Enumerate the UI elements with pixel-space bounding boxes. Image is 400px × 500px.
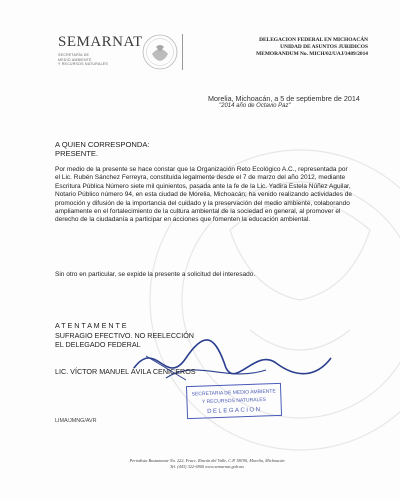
logo-subtitle-line: Y RECURSOS NATURALES [58, 62, 108, 66]
addressee [55, 140, 150, 158]
office-line: DELEGACION FEDERAL EN MICHOACÁN [259, 37, 368, 43]
official-stamp [185, 382, 282, 419]
sign-line: EL DELEGADO FEDERAL [55, 340, 141, 349]
signer-name: LIC. VÍCTOR MANUEL ÁVILA CENICEROS [55, 367, 196, 376]
closing-sentence: Sin otro en particular, se expide la presente a solicitud del interesado. [55, 271, 256, 278]
logo-subtitle-line: MEDIO AMBIENTE [58, 57, 92, 62]
reference-initials: LIMA/JMNG/AVR [55, 418, 97, 424]
office-heading [198, 37, 368, 58]
header-divider [182, 34, 183, 70]
page-footer [112, 458, 302, 469]
logo-subtitle-line: SECRETARÍA DE [58, 53, 90, 57]
stamp-line: DELEGACION [207, 407, 262, 415]
addressee-line: PRESENTE. [55, 149, 99, 158]
office-line: MEMORANDUM No. MICH/02/UAJ/3489/2014 [256, 51, 368, 57]
sign-line: SUFRAGIO EFECTIVO. NO REELECCIÓN [55, 330, 194, 340]
letter-date: Morelia, Michoacán, a 5 de septiembre de 2014 [208, 94, 360, 103]
footer-address: Periodista Bustamante No. 222, Fracc. Rincón del Valle, C.P. 58190, Morelia, Michoacán [129, 458, 285, 463]
sign-line: A T E N T A M E N T E [55, 321, 127, 330]
stamp-line: Y RECURSOS NATURALES [201, 396, 267, 406]
letter-body: Por medio de la presente se hace constar que la Organización Reto Ecológico A.C., representada por el Lic. Rubén Sánchez Ferreyra, constituida legalmente desde el 7 de marzo del año 2012, mediante Escritura Pública Número siete mil quinientos, pasada ante la fe de la Lic. Yadira Estela Núñez Aguilar, Notario Público número 94, en esta ciudad de Morelia, Michoacán; ha venido realizando actividades de promoción y difusión de la importancia del cuidado y la preservación del medio ambiente, colaborando ampliamente en el fortalecimiento de la cultura ambiental de la sociedad en general, al promover el derecho de la ciudadanía a participar en acciones que fomenten la educación ambiental. [55, 166, 353, 224]
year-motto: "2014 año de Octavio Paz" [219, 103, 291, 109]
footer-contact: Tel. (443) 322-6900 www.semarnat.gob.mx [169, 463, 245, 469]
eagle-emblem-icon [140, 32, 180, 72]
addressee-line: A QUIEN CORRESPONDA: [55, 140, 150, 149]
logo-text: SEMARNAT [58, 34, 143, 50]
office-line: UNIDAD DE ASUNTOS JURIDICOS [280, 44, 368, 50]
stamp-line: SECRETARIA DE MEDIO AMBIENTE [191, 388, 276, 398]
